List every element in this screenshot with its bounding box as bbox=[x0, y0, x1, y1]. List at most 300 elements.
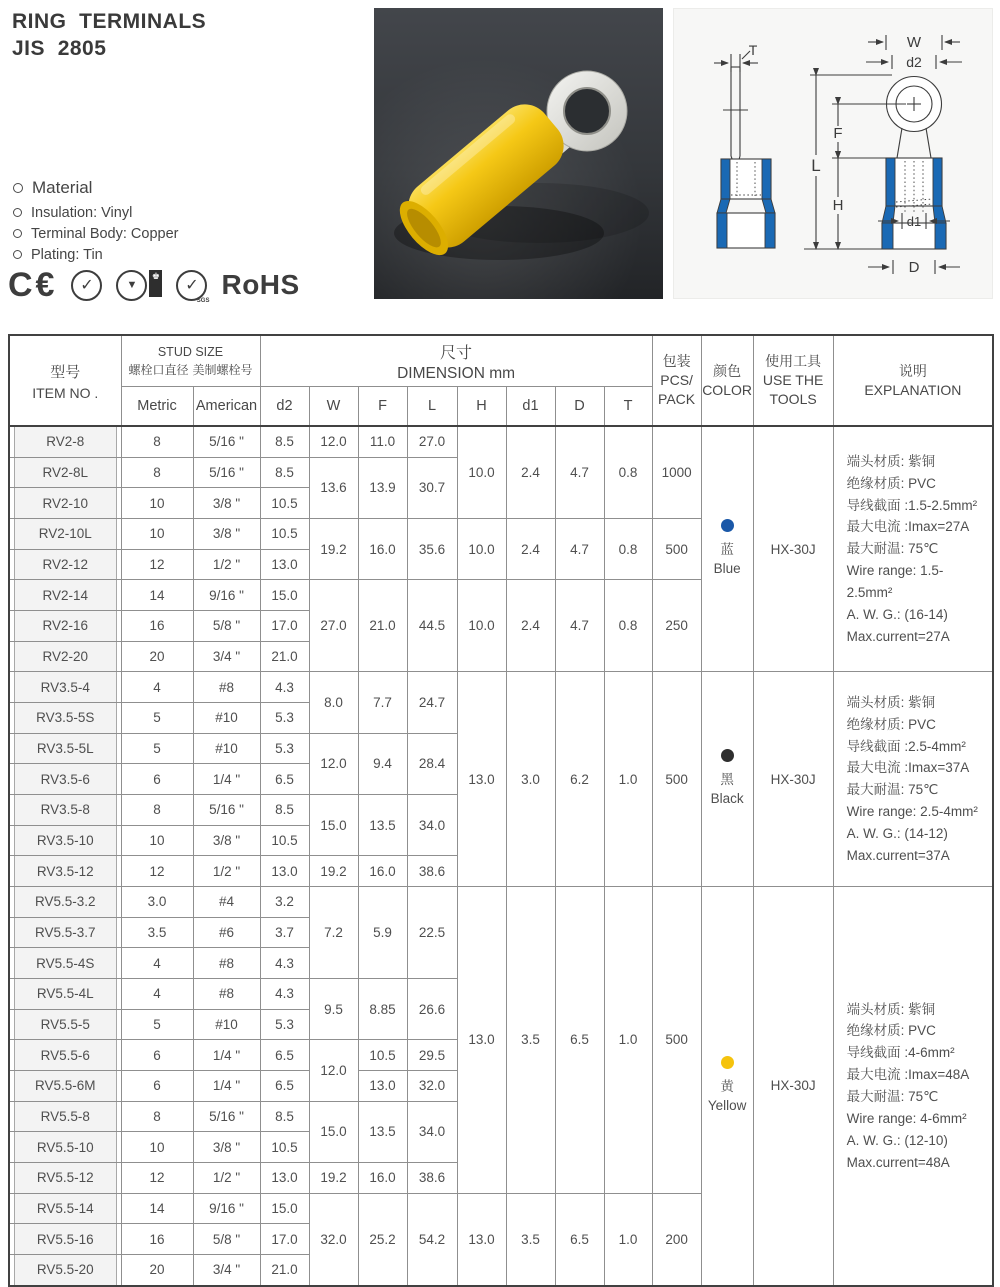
cell-num: 12.0 bbox=[309, 733, 358, 794]
material-item: Terminal Body: Copper bbox=[31, 225, 179, 242]
cell-tools: HX-30J bbox=[753, 887, 833, 1286]
explanation-line: 端头材质: 紫铜 bbox=[846, 453, 936, 469]
ring-bullet-icon bbox=[13, 229, 22, 238]
col-header-t: T bbox=[604, 387, 652, 427]
cell-num: 1/4 " bbox=[193, 764, 260, 795]
certification-row bbox=[8, 266, 300, 304]
cell-num: 6 bbox=[121, 1040, 193, 1071]
table-row bbox=[9, 426, 993, 457]
cell-num: 4.7 bbox=[555, 580, 604, 672]
dim-label-d: D bbox=[908, 259, 920, 276]
explanation-line: 最大电流 :Imax=27A bbox=[846, 519, 970, 535]
col-header-h: H bbox=[457, 387, 506, 427]
cell-num: 6 bbox=[121, 1071, 193, 1102]
cell-num: 1/2 " bbox=[193, 549, 260, 580]
material-list bbox=[13, 176, 179, 265]
cell-item bbox=[9, 426, 121, 457]
explanation-line: Max.current=27A bbox=[846, 628, 950, 644]
cell-num: 13.5 bbox=[358, 795, 407, 856]
cell-num: 3/8 " bbox=[193, 488, 260, 519]
cell-num: 4.7 bbox=[555, 519, 604, 580]
cell-item bbox=[9, 488, 121, 519]
cell-num: 13.0 bbox=[457, 672, 506, 887]
cell-num: 12.0 bbox=[309, 426, 358, 457]
cell-num: 8.0 bbox=[309, 672, 358, 733]
cell-num: 54.2 bbox=[407, 1193, 457, 1286]
cell-num: 2.4 bbox=[506, 426, 555, 519]
cell-num: 5.3 bbox=[260, 733, 309, 764]
cell-num: 19.2 bbox=[309, 519, 358, 580]
item-no-box: RV5.5-3.7 bbox=[14, 918, 117, 948]
item-no-box: RV2-14 bbox=[14, 580, 117, 610]
cell-num: 1.0 bbox=[604, 887, 652, 1194]
cell-num: 3/8 " bbox=[193, 519, 260, 550]
color-name-zh: 蓝 bbox=[720, 542, 734, 558]
cell-num: 13.5 bbox=[358, 1101, 407, 1162]
cell-num: 10.0 bbox=[457, 580, 506, 672]
item-no-box: RV2-10 bbox=[14, 488, 117, 518]
item-no-box: RV5.5-3.2 bbox=[14, 887, 117, 917]
title-block bbox=[12, 8, 206, 63]
cell-num: 10.5 bbox=[260, 519, 309, 550]
cell-num: 10.0 bbox=[457, 519, 506, 580]
sgs-label: SGS bbox=[196, 297, 210, 304]
cell-num: 10.5 bbox=[260, 825, 309, 856]
material-item-row bbox=[13, 202, 179, 223]
ukas-badge-group bbox=[116, 270, 162, 301]
item-no-box: RV3.5-4 bbox=[14, 672, 117, 702]
cell-num: 9/16 " bbox=[193, 580, 260, 611]
ring-terminal-photo-art bbox=[374, 8, 663, 299]
col-header-american: American bbox=[193, 387, 260, 427]
explanation-line: A. W. G.: (16-14) bbox=[846, 606, 948, 622]
ce-mark-icon: C€ bbox=[8, 266, 58, 304]
cell-num: 1.0 bbox=[604, 672, 652, 887]
cell-item bbox=[9, 1163, 121, 1194]
cell-item bbox=[9, 764, 121, 795]
cell-color bbox=[701, 887, 753, 1286]
cell-num: 1/2 " bbox=[193, 1163, 260, 1194]
item-no-box: RV5.5-5 bbox=[14, 1010, 117, 1040]
cell-num: 7.7 bbox=[358, 672, 407, 733]
cell-num: 7.2 bbox=[309, 887, 358, 979]
cell-color bbox=[701, 426, 753, 672]
dimension-diagram bbox=[673, 8, 993, 299]
cell-num: 0.8 bbox=[604, 580, 652, 672]
explanation-line: 最大耐温: 75℃ bbox=[846, 541, 939, 557]
cell-num: 0.8 bbox=[604, 519, 652, 580]
cell-item bbox=[9, 1193, 121, 1224]
cell-item bbox=[9, 825, 121, 856]
dim-label-t: T bbox=[748, 42, 758, 58]
color-name-en: Black bbox=[710, 791, 744, 807]
cell-num: 12.0 bbox=[309, 1040, 358, 1101]
material-item-row bbox=[13, 244, 179, 265]
explanation-line: 最大电流 :Imax=37A bbox=[846, 760, 970, 776]
cell-num: 17.0 bbox=[260, 1224, 309, 1255]
cell-item bbox=[9, 672, 121, 703]
cell-num: 6 bbox=[121, 764, 193, 795]
cell-num: 4 bbox=[121, 948, 193, 979]
explanation-line: 端头材质: 紫铜 bbox=[846, 694, 936, 710]
cell-tools: HX-30J bbox=[753, 426, 833, 672]
cell-num: #4 bbox=[193, 887, 260, 918]
dim-label-w: W bbox=[906, 34, 922, 51]
cell-expl bbox=[833, 672, 993, 887]
dim-label-d2: d2 bbox=[906, 54, 922, 70]
cell-num: 10 bbox=[121, 488, 193, 519]
cell-num: 24.7 bbox=[407, 672, 457, 733]
cell-num: 3.2 bbox=[260, 887, 309, 918]
dim-label-h: H bbox=[832, 197, 844, 214]
cell-num: 6.5 bbox=[260, 1040, 309, 1071]
cell-num: 9/16 " bbox=[193, 1193, 260, 1224]
cell-num: 15.0 bbox=[309, 795, 358, 856]
cell-item bbox=[9, 457, 121, 488]
item-no-box: RV3.5-8 bbox=[14, 795, 117, 825]
item-no-box: RV5.5-6M bbox=[14, 1071, 117, 1101]
explanation-line: 导线截面 :1.5-2.5mm² bbox=[846, 497, 978, 513]
triangle-badge-icon: ▼ bbox=[116, 270, 147, 301]
cell-item bbox=[9, 611, 121, 642]
explanation-line: 导线截面 :4-6mm² bbox=[846, 1045, 955, 1061]
cell-num: 3.5 bbox=[121, 917, 193, 948]
cell-item bbox=[9, 795, 121, 826]
cell-num: 10.5 bbox=[260, 1132, 309, 1163]
cell-item bbox=[9, 887, 121, 918]
cell-num: 5 bbox=[121, 703, 193, 734]
cell-num: 32.0 bbox=[309, 1193, 358, 1286]
cell-num: 8.85 bbox=[358, 979, 407, 1040]
cell-num: 38.6 bbox=[407, 1163, 457, 1194]
color-dot-icon bbox=[721, 749, 734, 762]
cell-num: 26.6 bbox=[407, 979, 457, 1040]
cell-item bbox=[9, 703, 121, 734]
cell-num: #8 bbox=[193, 948, 260, 979]
cell-num: 8 bbox=[121, 1101, 193, 1132]
explanation-line: 绝缘材质: PVC bbox=[846, 716, 936, 732]
explanation-line: Wire range: 1.5-2.5mm² bbox=[846, 563, 944, 600]
cell-num: 3/8 " bbox=[193, 825, 260, 856]
ring-bullet-icon bbox=[13, 250, 22, 259]
page-subtitle: JIS 2805 bbox=[12, 37, 107, 61]
cell-num: 5/8 " bbox=[193, 1224, 260, 1255]
cell-item bbox=[9, 1132, 121, 1163]
cell-num: 16.0 bbox=[358, 1163, 407, 1194]
cell-num: 27.0 bbox=[309, 580, 358, 672]
col-header-pack: 包装 PCS/ PACK bbox=[652, 335, 701, 426]
col-header-metric: Metric bbox=[121, 387, 193, 427]
explanation-line: Max.current=37A bbox=[846, 847, 950, 863]
explanation-line: 导线截面 :2.5-4mm² bbox=[846, 738, 966, 754]
cell-item bbox=[9, 856, 121, 887]
col-header-w: W bbox=[309, 387, 358, 427]
item-no-box: RV5.5-4S bbox=[14, 948, 117, 978]
cell-num: 4.7 bbox=[555, 426, 604, 519]
sleeve-side-left bbox=[721, 159, 730, 199]
cell-item bbox=[9, 1071, 121, 1102]
cell-num: 19.2 bbox=[309, 856, 358, 887]
cell-num: 13.0 bbox=[358, 1071, 407, 1102]
cell-num: 3.0 bbox=[121, 887, 193, 918]
cell-num: 4 bbox=[121, 672, 193, 703]
cell-num: 8.5 bbox=[260, 1101, 309, 1132]
item-no-box: RV3.5-10 bbox=[14, 826, 117, 856]
cell-num: #8 bbox=[193, 979, 260, 1010]
cell-num: 34.0 bbox=[407, 1101, 457, 1162]
col-header-explanation: 说明 EXPLANATION bbox=[833, 335, 993, 426]
cell-num: 9.4 bbox=[358, 733, 407, 794]
cell-item bbox=[9, 641, 121, 672]
cell-item bbox=[9, 580, 121, 611]
cell-num: 3/4 " bbox=[193, 641, 260, 672]
cell-num: 10 bbox=[121, 519, 193, 550]
cell-expl bbox=[833, 887, 993, 1286]
cell-tools: HX-30J bbox=[753, 672, 833, 887]
cell-expl bbox=[833, 426, 993, 672]
spec-table-body bbox=[9, 426, 993, 1286]
cell-item bbox=[9, 733, 121, 764]
cell-num: 34.0 bbox=[407, 795, 457, 856]
col-header-f: F bbox=[358, 387, 407, 427]
explanation-line: 绝缘材质: PVC bbox=[846, 1023, 936, 1039]
cell-num: 44.5 bbox=[407, 580, 457, 672]
cell-num: 8 bbox=[121, 426, 193, 457]
item-no-box: RV5.5-16 bbox=[14, 1224, 117, 1254]
item-no-box: RV5.5-20 bbox=[14, 1255, 117, 1285]
item-no-box: RV2-20 bbox=[14, 642, 117, 672]
cell-num: 8.5 bbox=[260, 795, 309, 826]
cell-num: 14 bbox=[121, 1193, 193, 1224]
col-header-l: L bbox=[407, 387, 457, 427]
material-item-row bbox=[13, 223, 179, 244]
product-photo bbox=[374, 8, 663, 299]
cell-item bbox=[9, 1255, 121, 1286]
explanation-line: 最大电流 :Imax=48A bbox=[846, 1067, 970, 1083]
item-no-box: RV5.5-4L bbox=[14, 979, 117, 1009]
cell-num: 20 bbox=[121, 641, 193, 672]
cell-num: 13.0 bbox=[260, 856, 309, 887]
cell-num: 200 bbox=[652, 1193, 701, 1286]
cell-num: 15.0 bbox=[309, 1101, 358, 1162]
cell-num: 10.5 bbox=[260, 488, 309, 519]
dim-label-f: F bbox=[833, 125, 843, 142]
color-dot-icon bbox=[721, 1056, 734, 1069]
cell-num: 500 bbox=[652, 672, 701, 887]
cell-num: 15.0 bbox=[260, 580, 309, 611]
cell-item bbox=[9, 1224, 121, 1255]
cell-num: 500 bbox=[652, 519, 701, 580]
color-name-zh: 黄 bbox=[720, 1079, 734, 1094]
cell-num: 21.0 bbox=[260, 1255, 309, 1286]
cell-num: 13.6 bbox=[309, 457, 358, 518]
cell-num: 16 bbox=[121, 611, 193, 642]
dim-label-l: L bbox=[811, 156, 821, 175]
cell-num: 3.7 bbox=[260, 917, 309, 948]
item-no-box: RV3.5-12 bbox=[14, 856, 117, 886]
item-no-box: RV2-16 bbox=[14, 611, 117, 641]
cell-item bbox=[9, 1040, 121, 1071]
item-no-box: RV5.5-12 bbox=[14, 1163, 117, 1193]
col-header-stud-size: STUD SIZE 螺栓口直径 美制螺栓号 bbox=[121, 335, 260, 387]
cell-num: 11.0 bbox=[358, 426, 407, 457]
item-no-box: RV5.5-8 bbox=[14, 1102, 117, 1132]
cell-num: 12 bbox=[121, 1163, 193, 1194]
cell-num: 13.0 bbox=[260, 1163, 309, 1194]
cell-num: 21.0 bbox=[260, 641, 309, 672]
cell-num: 10.0 bbox=[457, 426, 506, 519]
item-no-box: RV2-8 bbox=[14, 427, 117, 457]
cell-num: 3.5 bbox=[506, 887, 555, 1194]
cell-num: 17.0 bbox=[260, 611, 309, 642]
cell-num: #6 bbox=[193, 917, 260, 948]
cell-num: 27.0 bbox=[407, 426, 457, 457]
material-item: Insulation: Vinyl bbox=[31, 204, 133, 221]
cell-num: 8 bbox=[121, 457, 193, 488]
cell-num: 6.5 bbox=[555, 887, 604, 1194]
cell-num: 10 bbox=[121, 825, 193, 856]
cell-num: 13.9 bbox=[358, 457, 407, 518]
cell-num: 8.5 bbox=[260, 457, 309, 488]
cell-num: 8 bbox=[121, 795, 193, 826]
color-name-en: Yellow bbox=[707, 1097, 747, 1113]
cell-num: 4 bbox=[121, 979, 193, 1010]
cell-num: 32.0 bbox=[407, 1071, 457, 1102]
color-dot-icon bbox=[721, 519, 734, 532]
cell-num: 10 bbox=[121, 1132, 193, 1163]
col-header-d1: d1 bbox=[506, 387, 555, 427]
cell-num: 2.4 bbox=[506, 519, 555, 580]
cell-num: 28.4 bbox=[407, 733, 457, 794]
cell-num: 6.2 bbox=[555, 672, 604, 887]
col-header-d: D bbox=[555, 387, 604, 427]
cell-color bbox=[701, 672, 753, 887]
cell-num: 5/16 " bbox=[193, 1101, 260, 1132]
item-no-box: RV2-12 bbox=[14, 550, 117, 580]
explanation-line: Max.current=48A bbox=[846, 1154, 950, 1170]
cell-num: #8 bbox=[193, 672, 260, 703]
cell-num: 3.0 bbox=[506, 672, 555, 887]
cell-num: 6.5 bbox=[555, 1193, 604, 1286]
cell-item bbox=[9, 519, 121, 550]
explanation-line: Wire range: 4-6mm² bbox=[846, 1110, 967, 1126]
cell-num: 0.8 bbox=[604, 426, 652, 519]
col-header-color: 颜色 COLOR bbox=[701, 335, 753, 426]
col-header-dimension: 尺寸 DIMENSION mm bbox=[260, 335, 652, 387]
col-header-item-no: 型号 ITEM NO . bbox=[9, 335, 121, 426]
cell-num: 3.5 bbox=[506, 1193, 555, 1286]
cell-num: 13.0 bbox=[457, 887, 506, 1194]
cell-num: 30.7 bbox=[407, 457, 457, 518]
table-row bbox=[9, 887, 993, 918]
cell-num: 13.0 bbox=[457, 1193, 506, 1286]
ring-bullet-icon bbox=[13, 183, 23, 193]
sgs-badge-icon: ✓ SGS bbox=[176, 270, 207, 301]
cell-num: 21.0 bbox=[358, 580, 407, 672]
cell-num: 16.0 bbox=[358, 856, 407, 887]
ring-bullet-icon bbox=[13, 208, 22, 217]
color-name-zh: 黑 bbox=[720, 772, 734, 788]
iso-check-badge-icon: ✓ bbox=[71, 270, 102, 301]
cell-item bbox=[9, 1009, 121, 1040]
explanation-line: Wire range: 2.5-4mm² bbox=[846, 804, 978, 820]
cell-num: 3/8 " bbox=[193, 1132, 260, 1163]
cell-num: #10 bbox=[193, 1009, 260, 1040]
explanation-line: 绝缘材质: PVC bbox=[846, 475, 936, 491]
cell-num: 13.0 bbox=[260, 549, 309, 580]
cell-num: 1/4 " bbox=[193, 1071, 260, 1102]
item-no-box: RV2-8L bbox=[14, 458, 117, 488]
item-no-box: RV2-10L bbox=[14, 519, 117, 549]
cell-num: 4.3 bbox=[260, 672, 309, 703]
cell-num: 16 bbox=[121, 1224, 193, 1255]
rohs-mark: RoHS bbox=[221, 269, 300, 300]
cell-num: 15.0 bbox=[260, 1193, 309, 1224]
cell-num: #10 bbox=[193, 733, 260, 764]
ukas-crown-icon: ♚ bbox=[149, 270, 162, 297]
cell-num: 20 bbox=[121, 1255, 193, 1286]
cell-num: 19.2 bbox=[309, 1163, 358, 1194]
cell-num: 6.5 bbox=[260, 764, 309, 795]
cell-num: 16.0 bbox=[358, 519, 407, 580]
table-row bbox=[9, 672, 993, 703]
cell-num: 5 bbox=[121, 733, 193, 764]
col-header-tools: 使用工具 USE THE TOOLS bbox=[753, 335, 833, 426]
cell-num: 1/4 " bbox=[193, 1040, 260, 1071]
cell-num: 14 bbox=[121, 580, 193, 611]
cell-num: 25.2 bbox=[358, 1193, 407, 1286]
color-name-en: Blue bbox=[713, 561, 741, 577]
item-no-box: RV3.5-5S bbox=[14, 703, 117, 733]
item-no-box: RV3.5-5L bbox=[14, 734, 117, 764]
cell-num: 5/16 " bbox=[193, 795, 260, 826]
page-title: RING TERMINALS bbox=[12, 10, 207, 33]
cell-num: 5.3 bbox=[260, 703, 309, 734]
cell-num: 1000 bbox=[652, 426, 701, 519]
explanation-line: 端头材质: 紫铜 bbox=[846, 1001, 936, 1017]
material-heading: Material bbox=[32, 178, 93, 197]
dim-label-d1: d1 bbox=[906, 214, 922, 229]
item-no-box: RV5.5-10 bbox=[14, 1132, 117, 1162]
cell-num: 5/16 " bbox=[193, 426, 260, 457]
item-no-box: RV5.5-6 bbox=[14, 1040, 117, 1070]
cell-num: 2.4 bbox=[506, 580, 555, 672]
cell-num: 5.9 bbox=[358, 887, 407, 979]
cell-num: 22.5 bbox=[407, 887, 457, 979]
cell-item bbox=[9, 917, 121, 948]
cell-num: 9.5 bbox=[309, 979, 358, 1040]
cell-num: 12 bbox=[121, 549, 193, 580]
cell-num: 12 bbox=[121, 856, 193, 887]
cell-item bbox=[9, 979, 121, 1010]
cell-num: 4.3 bbox=[260, 948, 309, 979]
cell-item bbox=[9, 1101, 121, 1132]
spec-table bbox=[8, 334, 994, 1287]
item-no-box: RV5.5-14 bbox=[14, 1194, 117, 1224]
cell-item bbox=[9, 948, 121, 979]
cell-item bbox=[9, 549, 121, 580]
explanation-line: 最大耐温: 75℃ bbox=[846, 782, 939, 798]
col-header-d2: d2 bbox=[260, 387, 309, 427]
cell-num: 5.3 bbox=[260, 1009, 309, 1040]
cell-num: 1.0 bbox=[604, 1193, 652, 1286]
material-item: Plating: Tin bbox=[31, 246, 103, 263]
material-heading-row bbox=[13, 176, 179, 200]
explanation-line: 最大耐温: 75℃ bbox=[846, 1088, 939, 1104]
cell-num: 5/8 " bbox=[193, 611, 260, 642]
item-no-box: RV3.5-6 bbox=[14, 764, 117, 794]
cell-num: 6.5 bbox=[260, 1071, 309, 1102]
